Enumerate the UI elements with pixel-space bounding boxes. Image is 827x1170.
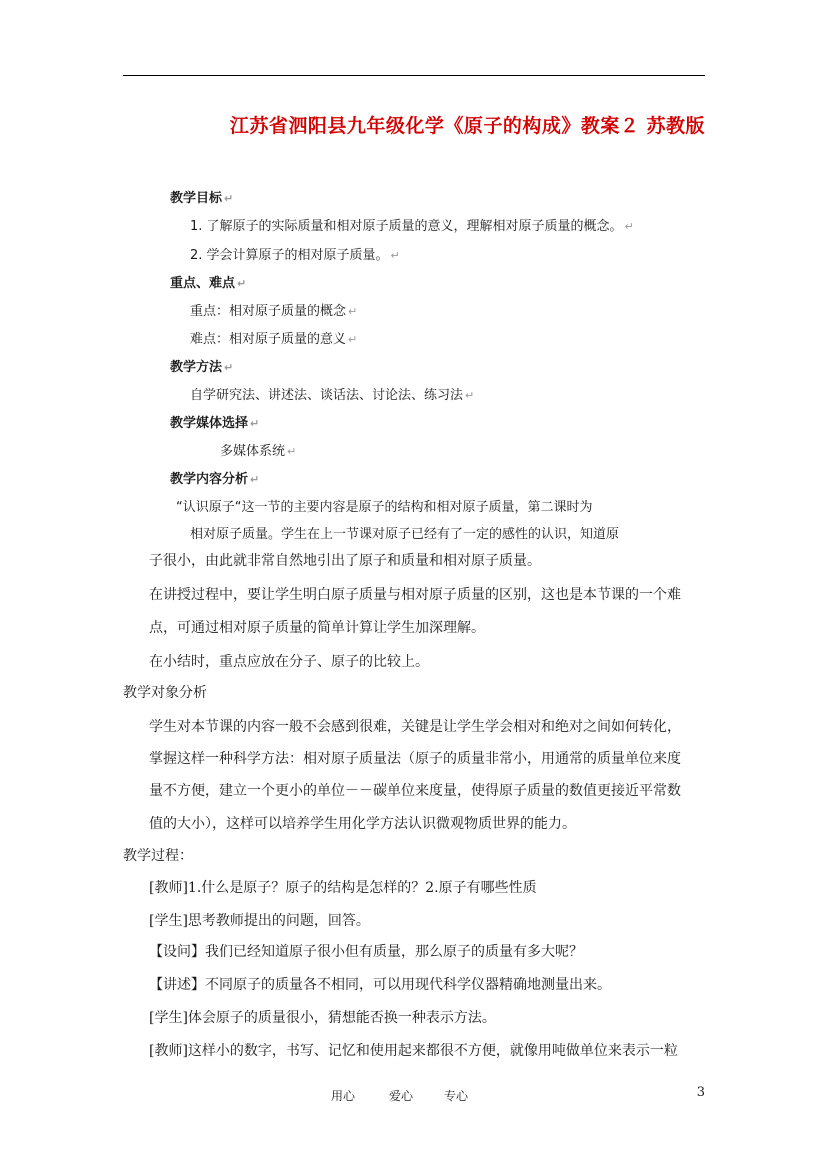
paragraph-mark-icon: ↵	[250, 417, 260, 430]
key-point: 重点：相对原子质量的概念 ↵	[190, 304, 358, 319]
content-line-3: 子很小，由此就非常自然地引出了原子和质量和相对原子质量。	[149, 553, 541, 569]
object-line-1: 学生对本节课的内容一般不会感到很难，关键是让学生学会相对和绝对之间如何转化，	[149, 719, 681, 735]
object-line-4: 值的大小），这样可以培养学生用化学方法认识微观物质世界的能力。	[149, 816, 576, 832]
media-heading: 教学媒体选择 ↵	[170, 416, 260, 431]
paragraph-mark-icon: ↵	[287, 445, 297, 458]
paragraph-mark-icon: ↵	[224, 192, 234, 205]
footer-motto-3: 专心	[444, 1089, 469, 1103]
paragraph-mark-icon: ↵	[348, 333, 358, 346]
content-line-4: 在讲授过程中，要让学生明白原子质量与相对原子质量的区别，这也是本节课的一个难	[149, 587, 681, 603]
paragraph-mark-icon: ↵	[237, 277, 247, 290]
key-heading: 重点、难点 ↵	[170, 276, 247, 291]
paragraph-mark-icon: ↵	[348, 305, 358, 318]
goals-heading: 教学目标 ↵	[170, 191, 234, 206]
paragraph-mark-icon: ↵	[390, 249, 400, 262]
object-heading: 教学对象分析	[123, 685, 207, 701]
method-heading: 教学方法 ↵	[170, 360, 234, 375]
goal-1: 1. 了解原子的实际质量和相对原子质量的意义，理解相对原子质量的概念。 ↵	[190, 219, 634, 234]
media: 多媒体系统 ↵	[220, 444, 297, 459]
content-heading: 教学内容分析 ↵	[170, 472, 260, 487]
process-4: 【讲述】不同原子的质量各不相同，可以用现代科学仪器精确地测量出来。	[149, 977, 611, 993]
methods: 自学研究法、讲述法、谈话法、讨论法、练习法 ↵	[190, 388, 475, 403]
content-line-2: 相对原子质量。学生在上一节课对原子已经有了一定的感性的认识，知道原	[190, 527, 620, 542]
footer-motto-2: 爱心	[389, 1089, 414, 1103]
header-rule	[123, 75, 705, 76]
content-line-5: 点，可通过相对原子质量的简单计算让学生加深理解。	[149, 620, 485, 636]
content-line-1: “认识原子“这一节的主要内容是原子的结构和相对原子质量，第二课时为	[176, 500, 593, 515]
paragraph-mark-icon: ↵	[624, 220, 634, 233]
process-3: 【设问】我们已经知道原子很小但有质量，那么原子的质量有多大呢？	[149, 944, 583, 960]
difficult-point: 难点：相对原子质量的意义 ↵	[190, 332, 358, 347]
process-heading: 教学过程：	[123, 848, 193, 864]
document-title: 江苏省泗阳县九年级化学《原子的构成》教案２ 苏教版	[229, 115, 705, 137]
process-6: [教师]这样小的数字，书写、记忆和使用起来都很不方便，就像用吨做单位来表示一粒	[149, 1043, 678, 1059]
goal-2: 2. 学会计算原子的相对原子质量。 ↵	[190, 248, 400, 263]
content-line-6: 在小结时，重点应放在分子、原子的比较上。	[149, 654, 429, 670]
object-line-2: 掌握这样一种科学方法：相对原子质量法（原子的质量非常小，用通常的质量单位来度	[149, 751, 681, 767]
object-line-3: 量不方便，建立一个更小的单位－－碳单位来度量，使得原子质量的数值更接近平常数	[149, 783, 681, 799]
paragraph-mark-icon: ↵	[224, 361, 234, 374]
paragraph-mark-icon: ↵	[465, 389, 475, 402]
process-1: [教师]1.什么是原子？原子的结构是怎样的？2.原子有哪些性质	[149, 880, 537, 896]
page-number: 3	[696, 1085, 705, 1100]
footer-motto-1: 用心	[331, 1089, 356, 1103]
process-5: [学生]体会原子的质量很小，猜想能否换一种表示方法。	[149, 1010, 496, 1026]
process-2: [学生]思考教师提出的问题，回答。	[149, 913, 370, 929]
paragraph-mark-icon: ↵	[250, 473, 260, 486]
